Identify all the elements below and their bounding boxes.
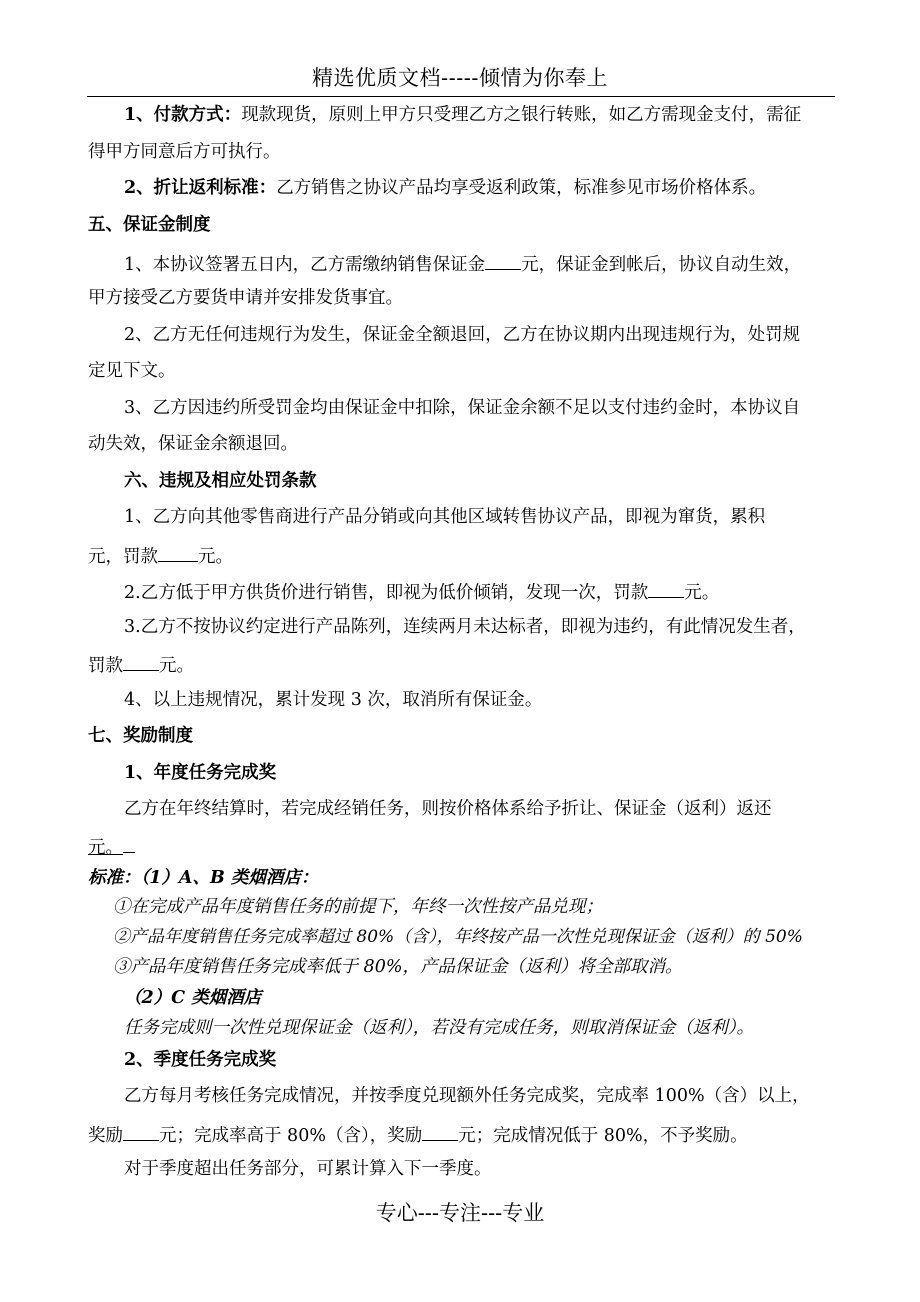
page-footer: 专心---专注---专业 — [375, 1201, 545, 1225]
sec6-p2-line — [124, 579, 719, 604]
sec5-p3-line-2: 动失效，保证金余额退回。 — [88, 434, 298, 454]
quarter-part-3: 元；完成情况低于 80%，不予奖励。 — [458, 1126, 748, 1146]
annual-reward-title: 1、年度任务完成奖 — [124, 763, 277, 783]
sec5-p1-line-2: 甲方接受乙方要货申请并安排发货事宜。 — [88, 288, 403, 308]
sec5-p2-line-1: 2、乙方无任何违规行为发生，保证金全额退回，乙方在协议期内出现违规行为，处罚规 — [124, 325, 801, 345]
payment-colon: ： — [223, 105, 242, 125]
rebate-label: 2、折让返利标准 — [124, 178, 259, 198]
sec6-p1-post: 元。 — [198, 547, 233, 567]
sec6-p2-post: 元。 — [684, 583, 720, 603]
sec6-p1-pre: 元，罚款 — [88, 547, 158, 567]
annual-line-2 — [88, 834, 135, 859]
quarter-amount-blank-1 — [123, 1122, 159, 1141]
standard-title: 标准：（1）A、B 类烟酒店： — [88, 868, 319, 888]
sec6-p4-line: 4、以上违规情况，累计发现 3 次，取消所有保证金。 — [124, 690, 543, 710]
quarter-part-1: 奖励 — [88, 1126, 123, 1146]
sec5-p2-line-2: 定见下文。 — [88, 361, 176, 381]
fine-amount-blank-1 — [158, 543, 198, 562]
fine-amount-blank-3 — [123, 652, 159, 671]
section-6-title: 六、违规及相应处罚条款 — [124, 471, 317, 491]
payment-label: 1、付款方式 — [124, 105, 224, 125]
quarter-line-2 — [88, 1122, 748, 1147]
rebate-colon: ： — [258, 178, 277, 198]
annual-amount-blank — [123, 834, 135, 853]
sec5-p1-pre: 1、本协议签署五日内，乙方需缴纳销售保证金 — [124, 255, 486, 275]
section-5-title: 五、保证金制度 — [88, 215, 211, 235]
payment-line-2: 得甲方同意后方可执行。 — [88, 142, 281, 162]
header-divider — [87, 96, 835, 97]
sec5-p1-post: 元，保证金到帐后，协议自动生效， — [521, 255, 802, 275]
quarter-line-3: 对于季度超出任务部分，可累计算入下一季度。 — [124, 1159, 492, 1179]
standard-item-1: ①在完成产品年度销售任务的前提下，年终一次性按产品兑现； — [113, 897, 603, 917]
annual-tail: 元。 — [88, 838, 123, 858]
page-header: 精选优质文档-----倾情为你奉上 — [312, 66, 608, 90]
payment-text-a: 现款现货，原则上甲方只受理乙方之银行转账，如乙方需现金支付，需征 — [241, 105, 802, 125]
sec6-p1-line-2 — [88, 543, 233, 568]
quarter-amount-blank-2 — [422, 1122, 458, 1141]
c-class-text: 任务完成则一次性兑现保证金（返利），若没有完成任务，则取消保证金（返利）。 — [124, 1018, 754, 1038]
annual-line-1: 乙方在年终结算时，若完成经销任务，则按价格体系给予折让、保证金（返利）返还 — [124, 799, 772, 819]
standard-item-2: ②产品年度销售任务完成率超过 80%（含），年终按产品一次性兑现保证金（返利）的 50% — [113, 927, 803, 947]
sec6-p3-pre: 罚款 — [88, 656, 123, 676]
rebate-text: 乙方销售之协议产品均享受返利政策，标准参见市场价格体系。 — [276, 178, 767, 198]
standard-item-3: ③产品年度销售任务完成率低于 80%，产品保证金（返利）将全部取消。 — [113, 957, 683, 977]
sec5-p1-line-1 — [124, 251, 801, 276]
fine-amount-blank-2 — [648, 579, 684, 598]
quarter-part-2: 元；完成率高于 80%（含），奖励 — [159, 1126, 423, 1146]
section-7-title: 七、奖励制度 — [88, 726, 193, 746]
sec6-p3-line-1: 3.乙方不按协议约定进行产品陈列，连续两月未达标者，即视为违约，有此情况发生者， — [124, 617, 806, 637]
sec6-p2-pre: 2.乙方低于甲方供货价进行销售，即视为低价倾销，发现一次，罚款 — [124, 583, 649, 603]
sec6-p3-post: 元。 — [159, 656, 194, 676]
sec6-p1-line-1: 1、乙方向其他零售商进行产品分销或向其他区域转售协议产品，即视为窜货，累积 — [124, 507, 766, 527]
payment-line-1 — [124, 104, 801, 126]
quarter-reward-title: 2、季度任务完成奖 — [124, 1050, 277, 1070]
sec5-p3-line-1: 3、乙方因违约所受罚金均由保证金中扣除，保证金余额不足以支付违约金时，本协议自 — [124, 398, 801, 418]
c-class-title: （2）C 类烟酒店 — [124, 988, 262, 1008]
quarter-line-1: 乙方每月考核任务完成情况，并按季度兑现额外任务完成奖，完成率 100%（含）以上， — [124, 1086, 810, 1106]
deposit-amount-blank — [485, 251, 521, 270]
rebate-line — [124, 177, 766, 199]
sec6-p3-line-2 — [88, 652, 194, 677]
